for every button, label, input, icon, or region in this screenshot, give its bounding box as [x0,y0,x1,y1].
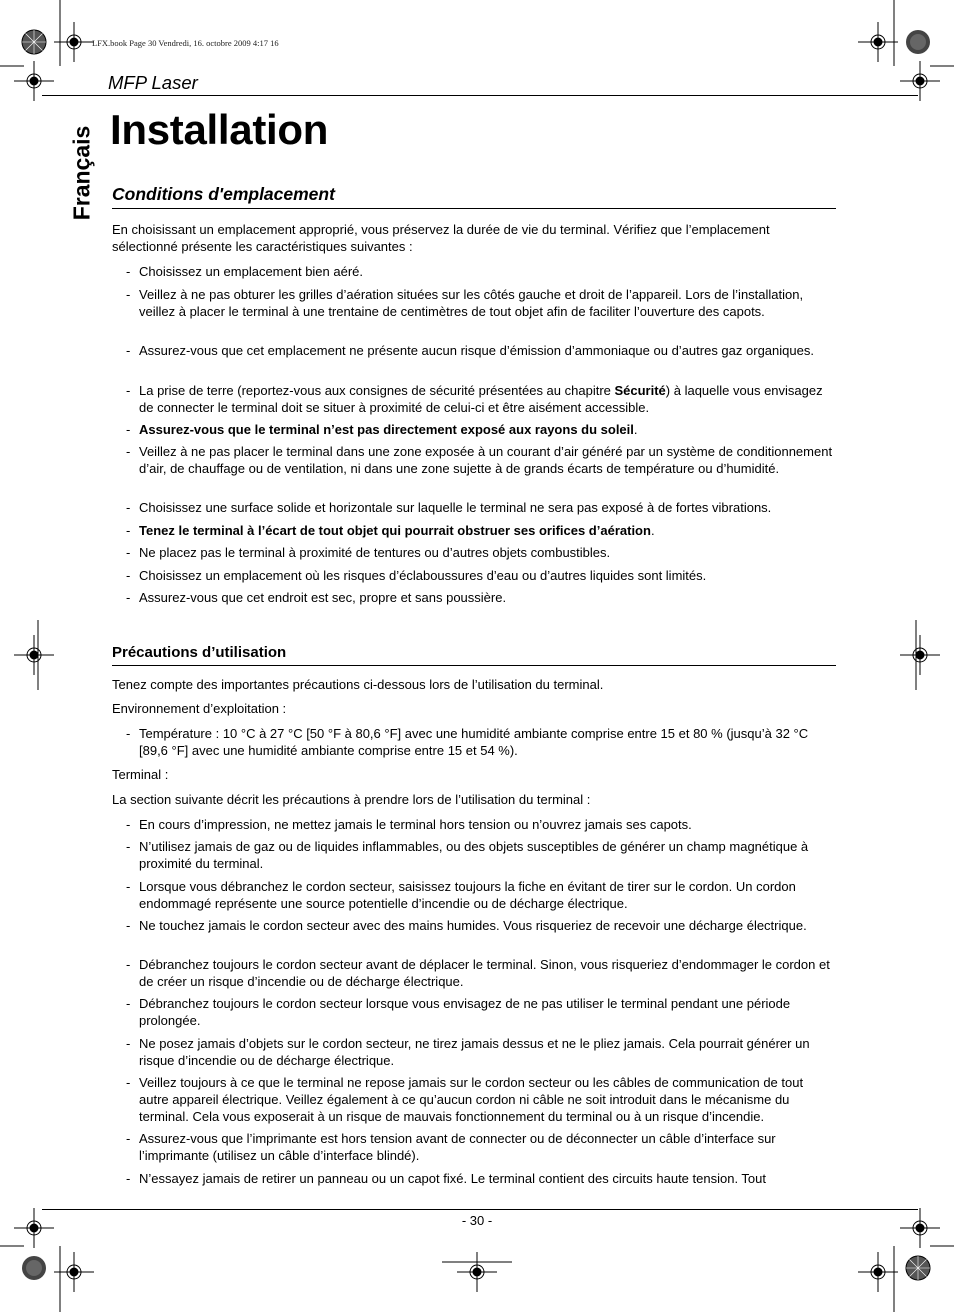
list-item [126,544,836,561]
list-item [126,522,836,539]
list-item [126,995,836,1029]
list-item-text: Choisissez un emplacement bien aéré. [139,264,364,279]
registration-mark [54,1252,94,1292]
list-item-text: Température : 10 °C à 27 °C [50 °F à 80,6 °F] avec une humidité ambiante comprise entre 15 et 80 % (jusqu’à 32 °C [89,6 °F] avec une humidité ambiante comprise entre 15 et 54 %). [139,726,809,758]
registration-mark [900,635,940,675]
list-item-text: Débranchez toujours le cordon secteur lorsque vous envisagez de ne pas utiliser le terminal pendant une période prolongée. [139,996,791,1028]
list-item [126,917,836,934]
bullet-dash: - [126,839,131,854]
list-item-text: Ne touchez jamais le cordon secteur avec des mains humides. Vous risqueriez de recevoir une décharge électrique. [139,918,807,933]
paragraph: En choisissant un emplacement approprié, vous préservez la durée de vie du terminal. Vérifiez que l’emplacement sélectionné présente les caractéristiques suivantes : [112,222,770,254]
bullet-dash: - [126,1036,131,1051]
bullet-dash: - [126,817,131,832]
paragraph: Environnement d’exploitation : [112,701,287,716]
footer-rule [42,1209,918,1210]
bullet-dash: - [126,1131,131,1146]
bullet-dash: - [126,879,131,894]
bullet-dash: - [126,343,131,358]
registration-mark [14,635,54,675]
bullet-dash: - [126,422,131,437]
bullet-dash: - [126,264,131,279]
list-item [126,499,836,516]
header-title: MFP Laser [108,72,198,93]
list-item-text [139,522,836,539]
page-title: Installation [110,106,329,153]
list-item-text: Choisissez une surface solide et horizontale sur laquelle le terminal ne sera pas exposé à de fortes vibrations. [139,500,772,515]
section-heading-rule [112,208,836,209]
section-heading: Conditions d'emplacement [112,184,335,204]
list-item-text: N’essayez jamais de retirer un panneau ou un capot fixé. Le terminal contient des circuits haute tension. Tout [139,1171,767,1186]
list-item-text: Débranchez toujours le cordon secteur avant de déplacer le terminal. Sinon, vous risqueriez d’endommager le cordon et de créer un risque d’incendie ou de décharge électrique. [139,957,830,989]
bullet-dash: - [126,545,131,560]
list-item-text: Ne posez jamais d’objets sur le cordon secteur, ne tirez jamais dessus et ne le pliez jamais. Cela pourrait générer un risque d’incendie ou de décharge électrique. [139,1036,810,1068]
bullet-dash: - [126,1075,131,1090]
language-tab-label: Français [68,125,95,221]
gray-dot-mark [903,27,933,57]
list-item [126,1035,836,1069]
list-item-text: Veillez à ne pas placer le terminal dans une zone exposée à un courant d’air généré par un système de conditionnement d’air, de chauffage ou de ventilation, ni dans une zone sujette à de grands écarts de température ou d’humidité. [139,444,833,476]
registration-mark [858,1252,898,1292]
text-run: ) à laquelle vous envisagez de connecter le terminal doit se situer à proximité de celui-ci et être aisément accessible. [139,383,823,415]
list-item [126,816,836,833]
subsection-heading-rule [112,665,836,666]
list-item-text: En cours d’impression, ne mettez jamais le terminal hors tension ou n’ouvrez jamais ses capots. [139,817,692,832]
bullet-dash: - [126,590,131,605]
list-item [126,421,836,438]
list-item [126,286,836,320]
bullet-dash: - [126,500,131,515]
list-item-text: Choisissez un emplacement où les risques d’éclaboussures d’eau ou d’autres liquides sont limités. [139,568,707,583]
bullet-dash: - [126,1171,131,1186]
gray-dot-mark [19,1253,49,1283]
list-item-text: N’utilisez jamais de gaz ou de liquides inflammables, ou des objets susceptibles de générer un champ magnétique à proximité du terminal. [139,839,809,871]
bullet-dash: - [126,996,131,1011]
bullet-dash: - [126,726,131,741]
list-item-text: Ne placez pas le terminal à proximité de tentures ou d’autres objets combustibles. [139,545,611,560]
list-item [126,1074,836,1125]
bullet-dash: - [126,918,131,933]
list-item-text [139,421,836,438]
list-item [126,263,836,280]
bullet-dash: - [126,287,131,302]
registration-mark [457,1252,497,1292]
bullet-dash: - [126,383,131,398]
page-number: - 30 - [461,1213,493,1228]
list-item-text: Assurez-vous que cet endroit est sec, propre et sans poussière. [139,590,507,605]
list-item [126,443,836,477]
list-item [126,878,836,912]
list-item [126,1130,836,1164]
text-run: . [650,523,655,538]
header-rule [42,95,918,96]
bold-text-run: Sécurité [614,383,666,398]
paragraph: Terminal : [112,767,169,782]
list-item [126,956,836,990]
list-item-text [139,382,836,416]
starburst-mark [903,1253,933,1283]
list-item [126,838,836,872]
list-item-text: Assurez-vous que l’imprimante est hors tension avant de connecter ou de déconnecter un câble d’interface sur l’imprimante (utilisez un câble d’interface blindé). [139,1131,776,1163]
list-item-text: Veillez toujours à ce que le terminal ne repose jamais sur le cordon secteur ou les câbles de communication de tout autre appareil électrique. Veillez également à ce qu’aucun cordon ni câble ne soit introduit dans le mécanisme du terminal. Cela vous exposerait à un risque de mauvais fonctionnement du terminal ou à un risque d’incendie. [139,1075,804,1124]
list-item [126,567,836,584]
list-item [126,382,836,416]
print-info: LFX.book Page 30 Vendredi, 16. octobre 2009 4:17 16 [92,38,279,48]
bullet-dash: - [126,568,131,583]
list-item-text: Assurez-vous que cet emplacement ne présente aucun risque d’émission d’ammoniaque ou d’autres gaz organiques. [139,343,814,358]
registration-mark [858,22,898,62]
text-run: . [633,422,638,437]
list-item [126,342,836,359]
paragraph: La section suivante décrit les précautions à prendre lors de l’utilisation du terminal : [112,792,591,807]
list-item [126,589,836,606]
bold-text-run: Tenez le terminal à l’écart de tout objet qui pourrait obstruer ses orifices d’aération [139,523,651,538]
language-tab [62,118,102,228]
list-item-text: Veillez à ne pas obturer les grilles d’aération situées sur les côtés gauche et droit de l’appareil. Lors de l’installation, veillez à placer le terminal à une trentaine de centimètres de tout objet afin de faciliter l’ouverture des capots. [139,287,804,319]
registration-mark [54,22,94,62]
text-run: La prise de terre (reportez-vous aux consignes de sécurité présentées au chapitre [139,383,615,398]
bold-text-run: Assurez-vous que le terminal n’est pas directement exposé aux rayons du soleil [139,422,634,437]
list-item [126,1170,836,1187]
list-item-text: Lorsque vous débranchez le cordon secteur, saisissez toujours la fiche en évitant de tirer sur le cordon. Un cordon endommagé représente une source potentielle d’incendie ou de décharge électrique. [139,879,796,911]
bullet-dash: - [126,957,131,972]
starburst-mark [19,27,49,57]
list-item [126,725,836,759]
paragraph: Tenez compte des importantes précautions ci-dessous lors de l’utilisation du terminal. [112,677,604,692]
bullet-dash: - [126,523,131,538]
bullet-dash: - [126,444,131,459]
subsection-heading: Précautions d’utilisation [112,644,287,661]
